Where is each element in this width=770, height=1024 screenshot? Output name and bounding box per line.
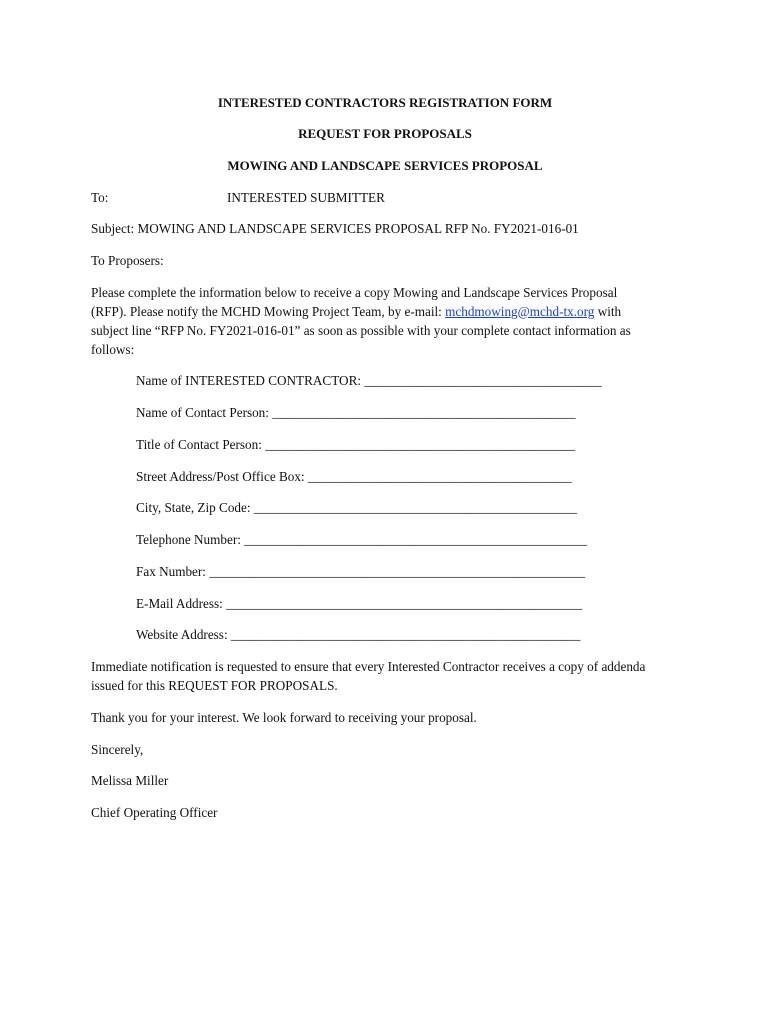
to-label: To: xyxy=(91,190,109,205)
signer-title: Chief Operating Officer xyxy=(91,805,218,820)
signer-name: Melissa Miller xyxy=(91,773,169,788)
intro-line-1: Please complete the information below to receive a copy Mowing and Landscape Services Proposal xyxy=(91,285,618,300)
field-telephone: Telephone Number: ____________________________________________________ xyxy=(136,532,588,547)
to-value: INTERESTED SUBMITTER xyxy=(227,190,385,205)
form-subtitle-rfp: REQUEST FOR PROPOSALS xyxy=(298,126,472,141)
intro-line-3: subject line “RFP No. FY2021-016-01” as soon as possible with your complete contact information as xyxy=(91,323,631,338)
field-contractor-name: Name of INTERESTED CONTRACTOR: ____________________________________ xyxy=(136,373,602,388)
intro-line-2 xyxy=(91,302,621,321)
notice-line-1: Immediate notification is requested to ensure that every Interested Contractor receives a copy of addenda xyxy=(91,659,646,674)
field-street-address: Street Address/Post Office Box: ________________________________________ xyxy=(136,469,572,484)
email-link[interactable]: mchdmowing@mchd-tx.org xyxy=(445,304,595,319)
form-subtitle-services: MOWING AND LANDSCAPE SERVICES PROPOSAL xyxy=(227,158,543,173)
field-city-state-zip: City, State, Zip Code: _________________________________________________ xyxy=(136,500,577,515)
field-website: Website Address: _____________________________________________________ xyxy=(136,627,581,642)
intro-line-2-tail: with xyxy=(594,304,622,319)
form-title: INTERESTED CONTRACTORS REGISTRATION FORM xyxy=(217,95,553,110)
field-email: E-Mail Address: ______________________________________________________ xyxy=(136,596,583,611)
subject-line: Subject: MOWING AND LANDSCAPE SERVICES PROPOSAL RFP No. FY2021-016-01 xyxy=(91,221,579,236)
thanks-line: Thank you for your interest. We look forward to receiving your proposal. xyxy=(91,710,477,725)
field-contact-person: Name of Contact Person: ______________________________________________ xyxy=(136,405,576,420)
intro-line-4: follows: xyxy=(91,342,135,357)
to-line xyxy=(91,188,691,207)
field-fax: Fax Number: _________________________________________________________ xyxy=(136,564,586,579)
notice-line-2: issued for this REQUEST FOR PROPOSALS. xyxy=(91,678,338,693)
field-contact-title: Title of Contact Person: _______________________________________________ xyxy=(136,437,576,452)
sign-off: Sincerely, xyxy=(91,742,144,757)
salutation: To Proposers: xyxy=(91,253,164,268)
intro-line-2-text: (RFP). Please notify the MCHD Mowing Project Team, by e-mail: xyxy=(91,304,446,319)
